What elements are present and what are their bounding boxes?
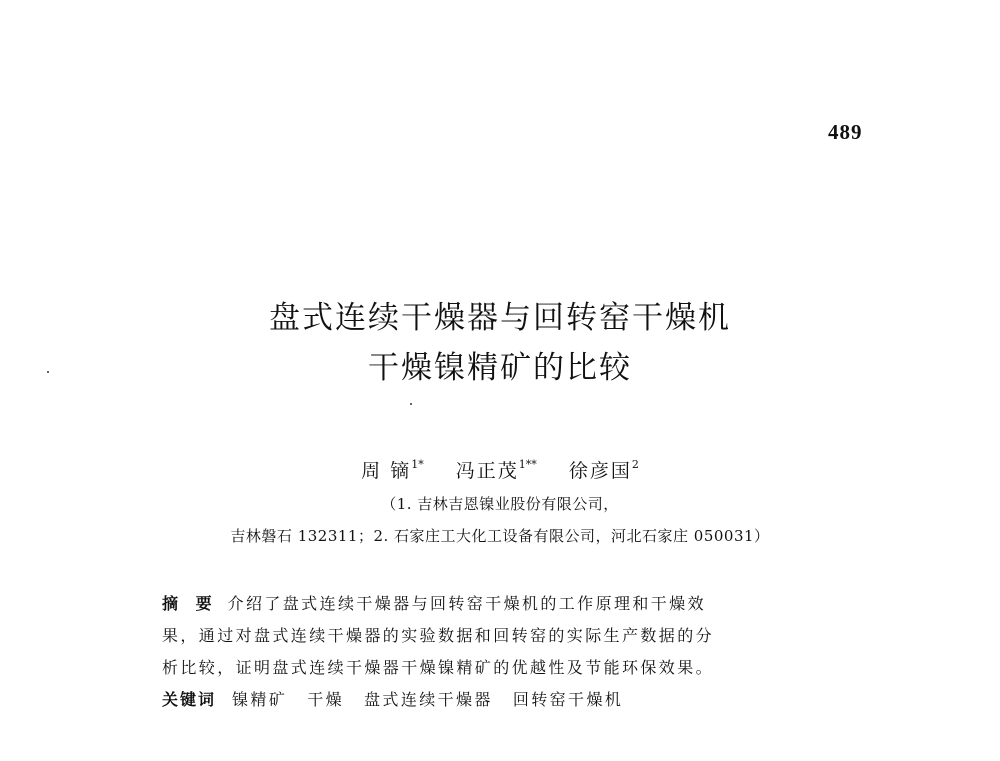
- author-mark: 2: [631, 458, 639, 471]
- keyword: 干燥: [307, 690, 345, 709]
- paper-title-line-2: 干燥镍精矿的比较: [368, 350, 632, 386]
- abstract-line: [162, 588, 842, 620]
- keyword: 回转窑干燥机: [512, 690, 624, 709]
- author: [361, 456, 424, 483]
- abstract-line: 析比较，证明盘式连续干燥器干燥镍精矿的优越性及节能环保效果。: [162, 658, 715, 677]
- keywords-label: 关键词: [162, 690, 217, 709]
- author-name: 冯正茂: [455, 460, 519, 482]
- affiliation-line-2: 吉林磐石 132311；2. 石家庄工大化工设备有限公司，河北石家庄 050031）: [230, 527, 770, 545]
- keyword: 盘式连续干燥器: [364, 690, 493, 709]
- author: [569, 456, 639, 483]
- cropped-text-glyphs: [162, 749, 922, 761]
- affiliation-line-1: （1. 吉林吉恩镍业股份有限公司，: [381, 495, 619, 513]
- paper-title-line-1: 盘式连续干燥器与回转窑干燥机: [269, 300, 731, 336]
- author-name: 周 镝: [361, 460, 412, 482]
- author-list: [0, 456, 1000, 483]
- keyword: 镍精矿: [232, 690, 288, 709]
- author: [456, 456, 537, 483]
- abstract-block: [162, 588, 842, 716]
- abstract-line: 果，通过对盘式连续干燥器的实验数据和回转窑的实际生产数据的分: [162, 626, 715, 645]
- author-name: 徐彦国: [568, 460, 632, 482]
- abstract-text: 介绍了盘式连续干燥器与回转窑干燥机的工作原理和干燥效: [227, 594, 706, 613]
- cropped-body-text: [162, 749, 922, 761]
- author-mark: 1**: [518, 458, 537, 471]
- keywords-line: [162, 684, 842, 716]
- author-mark: 1*: [411, 458, 424, 471]
- page-number: 489: [828, 120, 863, 144]
- scan-speck: [410, 403, 412, 405]
- abstract-label: 摘 要: [162, 594, 218, 613]
